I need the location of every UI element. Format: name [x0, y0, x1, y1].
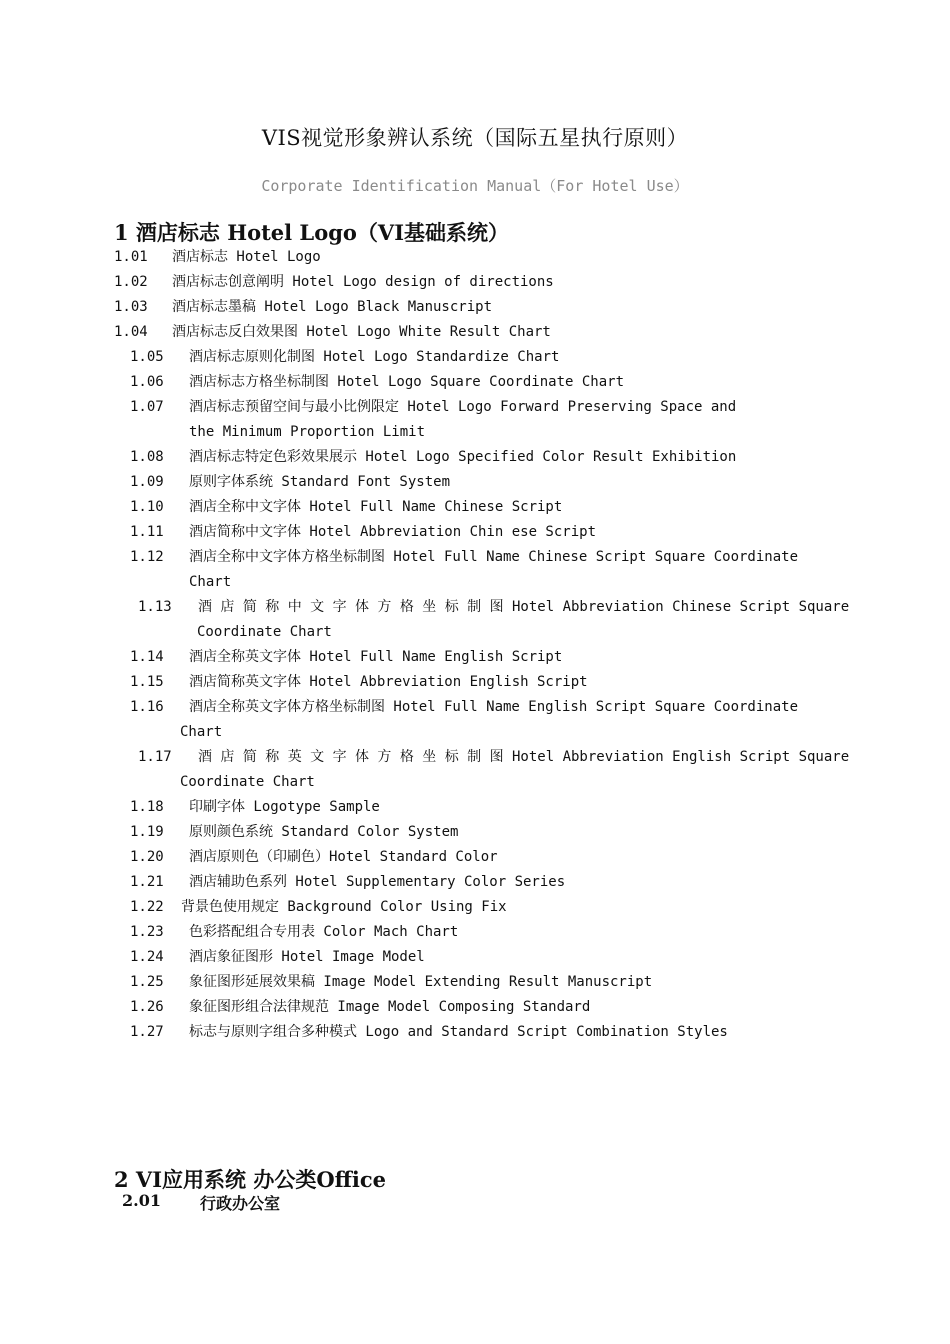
toc-item-number: 1.07: [130, 399, 164, 415]
toc-item-number: 1.25: [130, 974, 164, 990]
section-2-heading: 2 VI应用系统 办公类Office: [114, 1167, 387, 1192]
toc-item-text-continued: Coordinate Chart: [197, 624, 332, 640]
toc-item-text: 酒店标志墨稿 Hotel Logo Black Manuscript: [172, 299, 493, 315]
toc-item-text: 酒店全称英文字体方格坐标制图 Hotel Full Name English Script Square Coordinate: [189, 699, 799, 715]
toc-item-text: 酒店全称中文字体 Hotel Full Name Chinese Script: [189, 499, 563, 515]
toc-item-number: 1.06: [130, 374, 164, 390]
section-1-heading: 1 酒店标志 Hotel Logo（VI基础系统）: [114, 220, 510, 245]
toc-item-number: 1.05: [130, 349, 164, 365]
toc-item-number: 1.04: [114, 324, 148, 340]
toc-item-number: 1.17: [138, 749, 172, 765]
toc-item-text: 酒店标志创意阐明 Hotel Logo design of directions: [172, 274, 554, 290]
toc-item-text: 象征图形延展效果稿 Image Model Extending Result Manuscript: [189, 974, 653, 990]
toc-item-number: 1.01: [114, 249, 148, 265]
toc-item-text: 色彩搭配组合专用表 Color Mach Chart: [189, 924, 459, 940]
section-2-item-text: 行政办公室: [200, 1194, 281, 1213]
toc-item-text: 酒店全称英文字体 Hotel Full Name English Script: [189, 649, 563, 665]
toc-item-text: 象征图形组合法律规范 Image Model Composing Standard: [189, 999, 591, 1015]
toc-item-text: 酒店标志 Hotel Logo: [172, 249, 321, 265]
toc-item-number: 1.23: [130, 924, 164, 940]
document-title: VIS视觉形象辨认系统（国际五星执行原则）: [261, 126, 689, 150]
toc-item-text: 酒店标志特定色彩效果展示 Hotel Logo Specified Color Result Exhibition: [189, 449, 737, 465]
toc-item-text-continued: Chart: [189, 574, 232, 590]
toc-item-number: 1.13: [138, 599, 172, 615]
toc-item-text: 背景色使用规定 Background Color Using Fix: [181, 899, 507, 915]
toc-item-number: 1.24: [130, 949, 164, 965]
toc-item-text: 酒店象征图形 Hotel Image Model: [189, 949, 425, 965]
toc-item-number: 1.12: [130, 549, 164, 565]
toc-item-text: 酒 店 简 称 中 文 字 体 方 格 坐 标 制 图 Hotel Abbreviation Chinese Script Square: [198, 599, 850, 615]
toc-item-number: 1.15: [130, 674, 164, 690]
toc-item-number: 1.19: [130, 824, 164, 840]
toc-item-text: 酒店简称中文字体 Hotel Abbreviation Chin ese Script: [189, 524, 597, 540]
toc-item-text-continued: Chart: [180, 724, 223, 740]
toc-item-text: 标志与原则字组合多种模式 Logo and Standard Script Combination Styles: [189, 1024, 728, 1040]
toc-item-number: 1.11: [130, 524, 164, 540]
toc-item-number: 1.08: [130, 449, 164, 465]
toc-item-text: 酒店辅助色系列 Hotel Supplementary Color Series: [189, 874, 566, 890]
toc-item-text: 酒店原则色（印刷色）Hotel Standard Color: [189, 849, 498, 865]
toc-item-text: 酒店标志预留空间与最小比例限定 Hotel Logo Forward Preserving Space and: [189, 399, 737, 415]
toc-item-number: 1.27: [130, 1024, 164, 1040]
toc-item-text-continued: the Minimum Proportion Limit: [189, 424, 426, 440]
document-subtitle: Corporate Identification Manual（For Hotel Use）: [261, 177, 689, 195]
toc-item-text: 原则颜色系统 Standard Color System: [189, 824, 459, 840]
toc-item-text: 酒店简称英文字体 Hotel Abbreviation English Script: [189, 674, 588, 690]
toc-item-number: 1.10: [130, 499, 164, 515]
toc-item-number: 1.14: [130, 649, 164, 665]
toc-item-number: 1.02: [114, 274, 148, 290]
toc-item-number: 1.18: [130, 799, 164, 815]
toc-item-number: 1.09: [130, 474, 164, 490]
toc-item-text: 酒店标志方格坐标制图 Hotel Logo Square Coordinate Chart: [189, 374, 625, 390]
toc-item-number: 1.26: [130, 999, 164, 1015]
toc-item-number: 1.21: [130, 874, 164, 890]
section-2-item-number: 2.01: [122, 1191, 161, 1210]
toc-item-text: 酒店全称中文字体方格坐标制图 Hotel Full Name Chinese Script Square Coordinate: [189, 549, 799, 565]
toc-item-text: 印刷字体 Logotype Sample: [189, 799, 380, 815]
toc-item-text-continued: Coordinate Chart: [180, 774, 315, 790]
toc-item-text: 酒 店 简 称 英 文 字 体 方 格 坐 标 制 图 Hotel Abbreviation English Script Square: [198, 749, 850, 765]
toc-item-number: 1.22: [130, 899, 164, 915]
toc-item-text: 原则字体系统 Standard Font System: [189, 474, 451, 490]
toc-item-text: 酒店标志原则化制图 Hotel Logo Standardize Chart: [189, 349, 560, 365]
toc-item-number: 1.03: [114, 299, 148, 315]
toc-item-number: 1.20: [130, 849, 164, 865]
toc-item-number: 1.16: [130, 699, 164, 715]
toc-item-text: 酒店标志反白效果图 Hotel Logo White Result Chart: [172, 324, 551, 340]
